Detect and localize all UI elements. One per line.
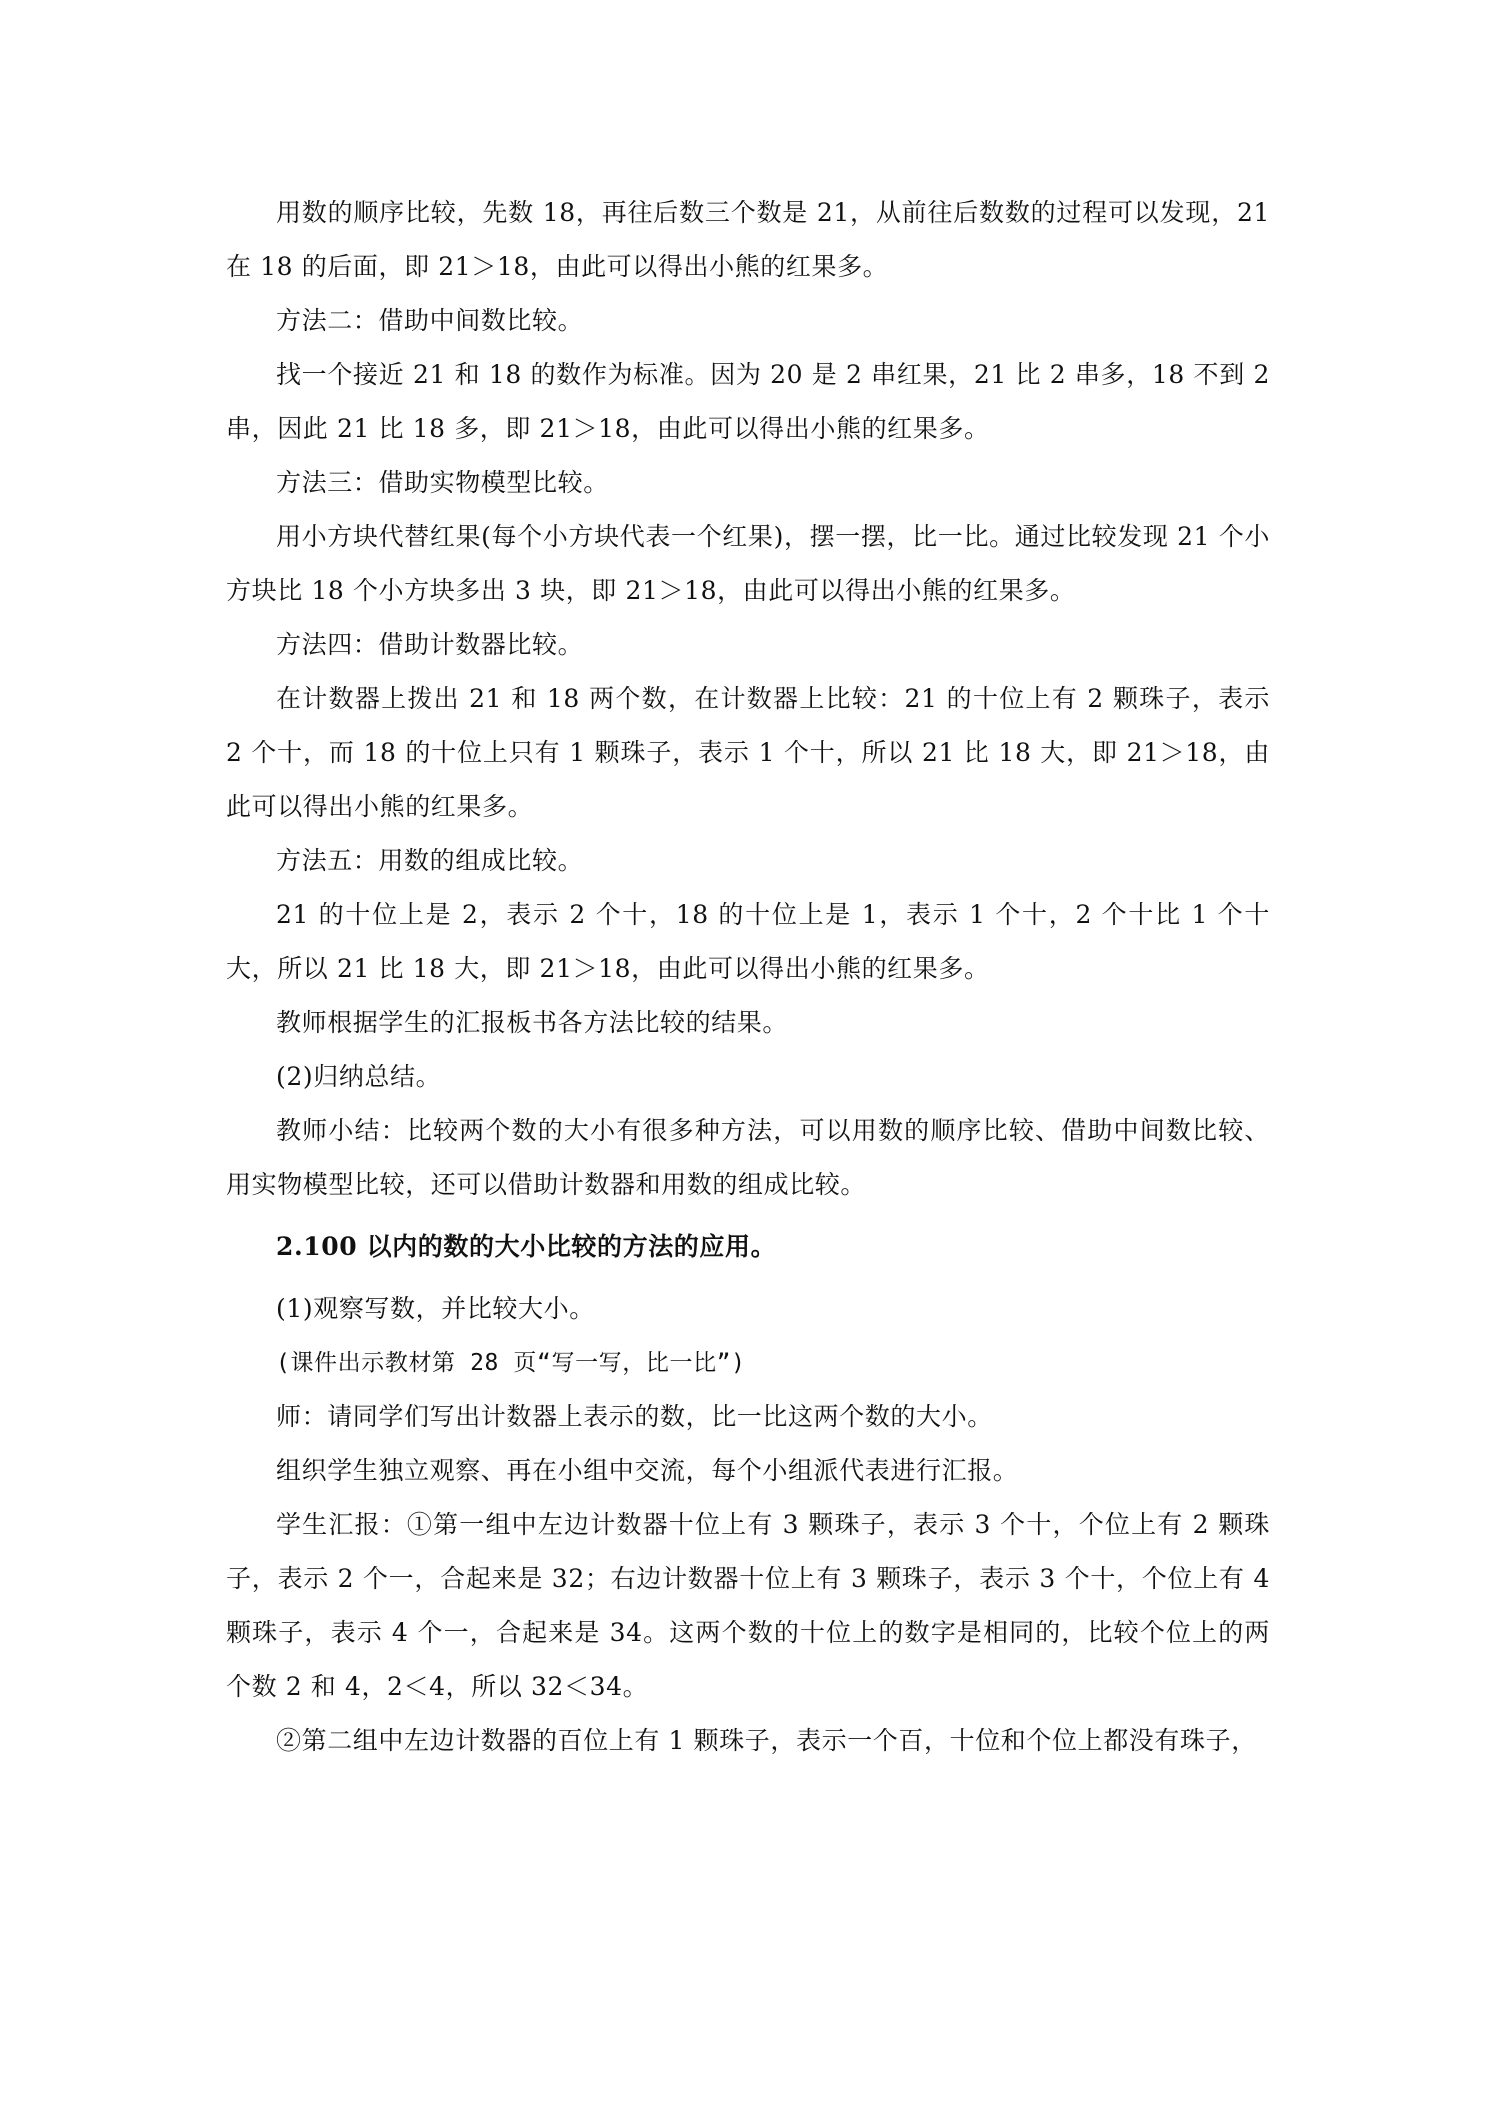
paragraph-organize: 组织学生独立观察、再在小组中交流，每个小组派代表进行汇报。 [276, 1456, 1019, 1485]
paragraph-teacher-summary: 教师小结：比较两个数的大小有很多种方法，可以用数的顺序比较、借助中间数比较、用实物模型比较，还可以借助计数器和用数的组成比较。 [226, 1116, 1270, 1199]
paragraph-order-compare: 用数的顺序比较，先数 18，再往后数三个数是 21，从前往后数数的过程可以发现，21 在 18 的后面，即 21＞18，由此可以得出小熊的红果多。 [226, 198, 1270, 281]
document-page [226, 186, 1270, 1768]
subsection-heading-observe: (1)观察写数，并比较大小。 [276, 1294, 595, 1323]
method-three-heading: 方法三：借助实物模型比较。 [276, 468, 609, 497]
method-four-heading: 方法四：借助计数器比较。 [276, 630, 584, 659]
method-two-heading: 方法二：借助中间数比较。 [276, 306, 584, 335]
paragraph-middle-number: 找一个接近 21 和 18 的数作为标准。因为 20 是 2 串红果，21 比 2 串多，18 不到 2 串，因此 21 比 18 多，即 21＞18，由此可以得出小熊的红果多。 [226, 360, 1270, 443]
summary-heading: (2)归纳总结。 [276, 1062, 442, 1091]
paragraph-courseware-note: (课件出示教材第 28 页“写一写，比一比”) [276, 1350, 746, 1376]
paragraph-composition: 21 的十位上是 2，表示 2 个十，18 的十位上是 1，表示 1 个十，2 个十比 1 个十大，所以 21 比 18 大，即 21＞18，由此可以得出小熊的红果多。 [226, 900, 1270, 983]
paragraph-student-report: 学生汇报：①第一组中左边计数器十位上有 3 颗珠子，表示 3 个十，个位上有 2 颗珠子，表示 2 个一，合起来是 32；右边计数器十位上有 3 颗珠子，表示 3 个十，个位上有 4 颗珠子，表示 4 个一，合起来是 34。这两个数的十位上的数字是相同的，比较个位上的两个数 2 和 4，2＜4，所以 32＜34。 [226, 1510, 1270, 1701]
method-five-heading: 方法五：用数的组成比较。 [276, 846, 584, 875]
paragraph-teacher-prompt: 师：请同学们写出计数器上表示的数，比一比这两个数的大小。 [276, 1402, 993, 1431]
paragraph-physical-model: 用小方块代替红果(每个小方块代表一个红果)，摆一摆，比一比。通过比较发现 21 个小方块比 18 个小方块多出 3 块，即 21＞18，由此可以得出小熊的红果多。 [226, 522, 1270, 605]
section-heading-application: 2.100 以内的数的大小比较的方法的应用。 [276, 1232, 777, 1261]
paragraph-teacher-board: 教师根据学生的汇报板书各方法比较的结果。 [276, 1008, 789, 1037]
paragraph-group-two: ②第二组中左边计数器的百位上有 1 颗珠子，表示一个百，十位和个位上都没有珠子， [276, 1726, 1257, 1755]
paragraph-counter: 在计数器上拨出 21 和 18 两个数，在计数器上比较：21 的十位上有 2 颗珠子，表示 2 个十，而 18 的十位上只有 1 颗珠子，表示 1 个十，所以 21 比 18 大，即 21＞18，由此可以得出小熊的红果多。 [226, 684, 1270, 821]
